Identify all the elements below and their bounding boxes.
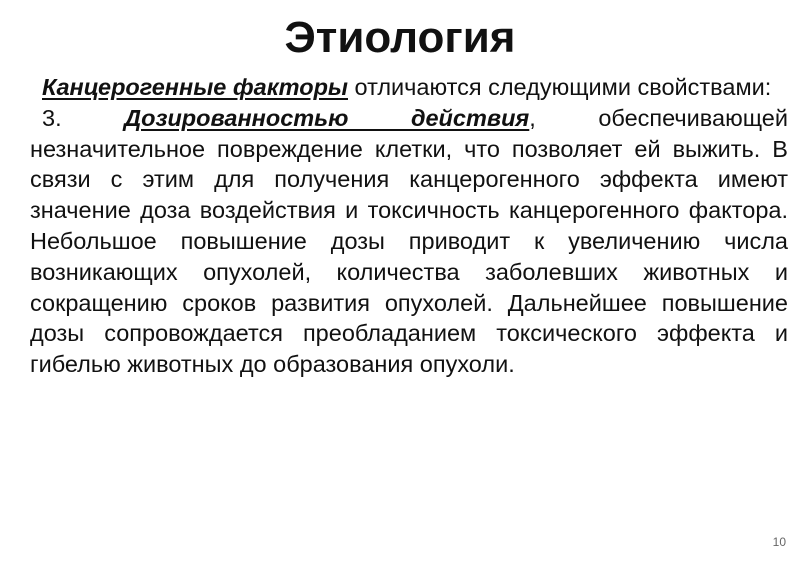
point-number: 3. (42, 104, 125, 131)
slide-body (30, 72, 788, 380)
carcinogenic-factors-term: Канцерогенные факторы (42, 74, 348, 100)
point-3-text: , обеспечивающей незначительное повреждение клетки, что позволяет ей выжить. В связи с этим для получения канцерогенного эффекта имеют значение доза воздействия и токсичность канцерогенного фактора. Небольшое повышение дозы приводит к увеличению числа возникающих опухолей, количества заболевших животных и сокращению сроков развития опухолей. Дальнейшее повышение дозы сопровождается преобладанием токсического эффекта и гибелью животных до образования опухоли. (30, 104, 788, 378)
dosage-action-term: Дозированностью действия (124, 104, 530, 131)
intro-paragraph-text: отличаются следующими свойствами: (348, 74, 772, 100)
page-number: 10 (772, 535, 786, 549)
intro-paragraph (30, 72, 788, 103)
point-3-paragraph (30, 103, 788, 380)
slide-title: Этиология (284, 13, 516, 62)
